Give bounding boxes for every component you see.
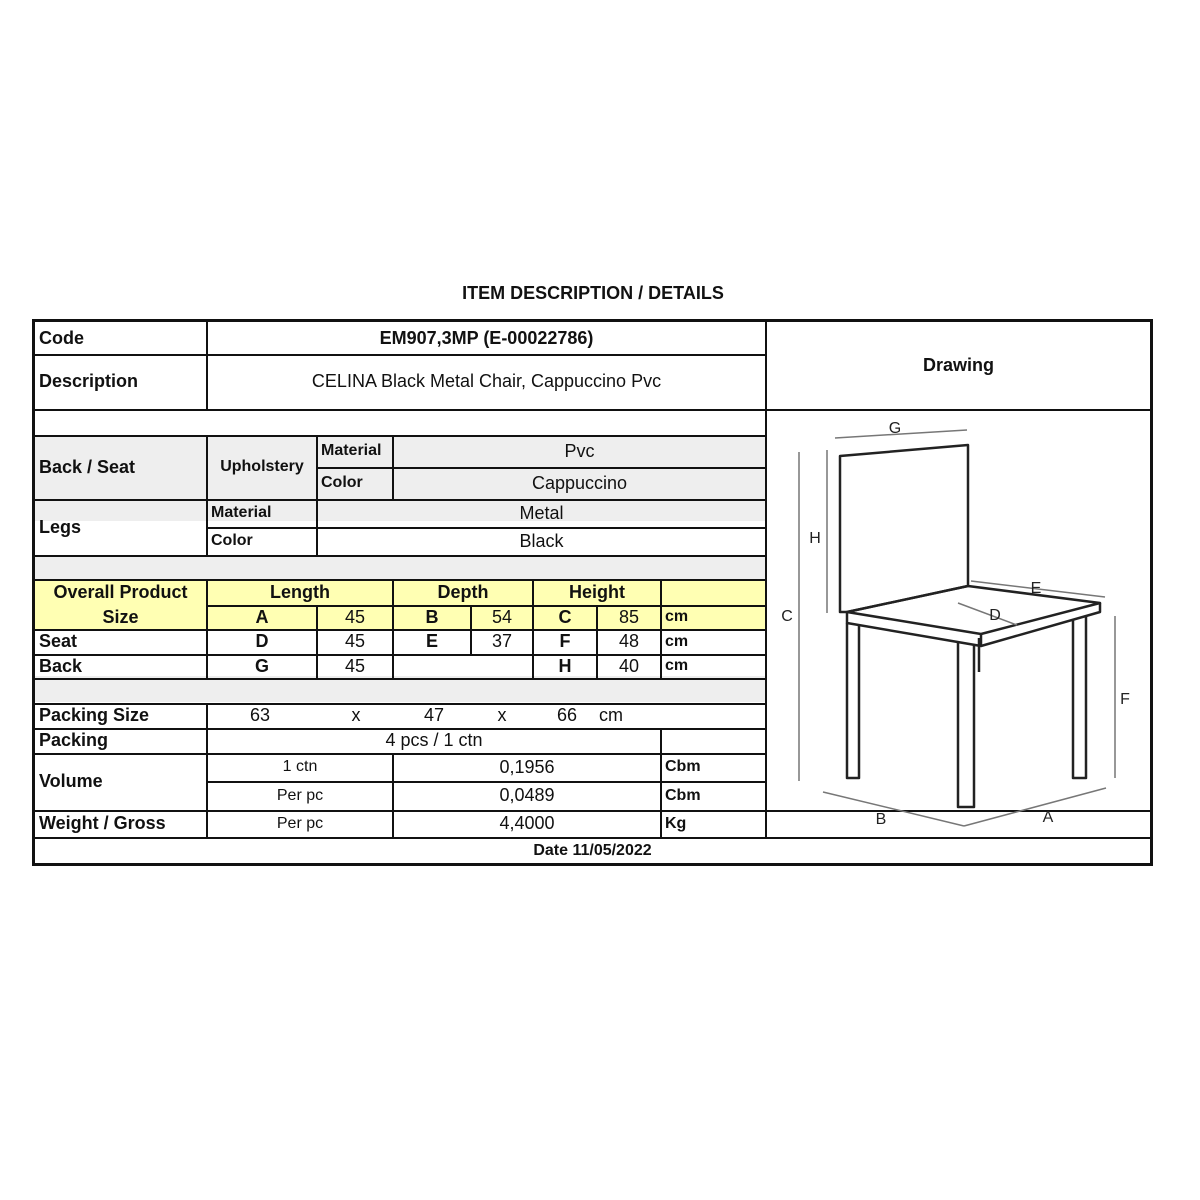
chair-leg-front-right bbox=[958, 642, 974, 807]
dim-value-a: 45 bbox=[344, 606, 366, 627]
dim-value-g: 45 bbox=[344, 655, 366, 676]
back-seat-label: Back / Seat bbox=[39, 456, 136, 477]
dim-value-c: 85 bbox=[618, 606, 640, 627]
upholstery-material-label: Material bbox=[321, 442, 382, 459]
spacer-row-2 bbox=[35, 555, 765, 579]
document-title: ITEM DESCRIPTION / DETAILS bbox=[462, 283, 724, 303]
description-label: Description bbox=[39, 371, 139, 391]
volume-label: Volume bbox=[39, 771, 103, 791]
size-label-line2: Size bbox=[102, 606, 139, 627]
packing-length: 63 bbox=[249, 705, 271, 725]
weight-per-pc-label: Per pc bbox=[276, 814, 324, 832]
legs-color-value: Black bbox=[519, 530, 564, 551]
packing-width: 47 bbox=[423, 705, 445, 725]
legs-material-label: Material bbox=[211, 504, 272, 521]
drawing-label-h: H bbox=[809, 530, 821, 547]
packing-label: Packing bbox=[39, 730, 109, 750]
drawing-label-d: D bbox=[989, 607, 1001, 624]
code-label: Code bbox=[39, 327, 84, 348]
dim-letter-e: E bbox=[425, 631, 438, 651]
back-label: Back bbox=[39, 655, 83, 676]
overall-unit: cm bbox=[665, 608, 689, 625]
legs-label: Legs bbox=[39, 516, 82, 537]
volume-ctn-unit: Cbm bbox=[665, 758, 701, 775]
chair-backrest-outline bbox=[840, 445, 968, 612]
drawing-label-g: G bbox=[888, 420, 902, 437]
volume-ctn-label: 1 ctn bbox=[282, 758, 318, 775]
dim-value-d: 45 bbox=[344, 631, 366, 651]
date: Date 11/05/2022 bbox=[533, 842, 652, 859]
size-label-line1: Overall Product bbox=[53, 581, 188, 602]
packing-value: 4 pcs / 1 ctn bbox=[385, 730, 483, 750]
packing-unit: cm bbox=[599, 705, 623, 725]
dim-value-e: 37 bbox=[491, 631, 513, 651]
volume-pc-unit: Cbm bbox=[665, 786, 701, 804]
length-header: Length bbox=[270, 581, 330, 602]
packing-height: 66 bbox=[556, 705, 578, 725]
chair-seat-top bbox=[847, 586, 1100, 634]
weight-label: Weight / Gross bbox=[39, 813, 166, 833]
dim-letter-d: D bbox=[255, 631, 269, 651]
chair-leg-back-right bbox=[1073, 616, 1086, 778]
dim-letter-c: C bbox=[558, 606, 572, 627]
packing-x-1: x bbox=[351, 705, 361, 725]
dim-value-f: 48 bbox=[618, 631, 640, 651]
height-header: Height bbox=[569, 581, 625, 602]
drawing-label-c: C bbox=[781, 608, 793, 625]
volume-pc-value: 0,0489 bbox=[499, 785, 555, 805]
drawing-label-a: A bbox=[1042, 809, 1054, 826]
packing-x-2: x bbox=[497, 705, 507, 725]
seat-unit: cm bbox=[665, 632, 689, 650]
dim-letter-f: F bbox=[559, 631, 571, 651]
upholstery-color-label: Color bbox=[321, 474, 363, 491]
drawing-label-b: B bbox=[875, 811, 887, 828]
chair-dimension-drawing bbox=[763, 410, 1151, 836]
dim-letter-h: H bbox=[558, 655, 572, 676]
drawing-header: Drawing bbox=[922, 355, 994, 375]
dim-letter-b: B bbox=[425, 606, 439, 627]
chair-leg-front-left bbox=[847, 623, 859, 778]
legs-color-label: Color bbox=[211, 532, 253, 549]
volume-pc-label: Per pc bbox=[276, 786, 324, 804]
drawing-label-e: E bbox=[1030, 580, 1042, 597]
back-unit: cm bbox=[665, 657, 689, 674]
upholstery-material-value: Pvc bbox=[564, 440, 595, 461]
packing-size-label: Packing Size bbox=[39, 705, 150, 725]
code-value: EM907,3MP (E-00022786) bbox=[379, 327, 594, 348]
dim-value-b: 54 bbox=[491, 606, 513, 627]
legs-material-value: Metal bbox=[519, 502, 564, 523]
weight-value: 4,4000 bbox=[499, 813, 555, 833]
drawing-label-f: F bbox=[1120, 691, 1130, 708]
depth-header: Depth bbox=[437, 581, 489, 602]
dim-letter-g: G bbox=[254, 655, 269, 676]
volume-ctn-value: 0,1956 bbox=[499, 756, 555, 777]
weight-unit: Kg bbox=[665, 814, 687, 832]
dim-value-h: 40 bbox=[618, 655, 640, 676]
dim-letter-a: A bbox=[255, 606, 269, 627]
description-value: CELINA Black Metal Chair, Cappuccino Pvc bbox=[311, 371, 662, 391]
seat-label: Seat bbox=[39, 631, 78, 651]
upholstery-label: Upholstery bbox=[220, 458, 304, 475]
upholstery-color-value: Cappuccino bbox=[531, 472, 628, 493]
